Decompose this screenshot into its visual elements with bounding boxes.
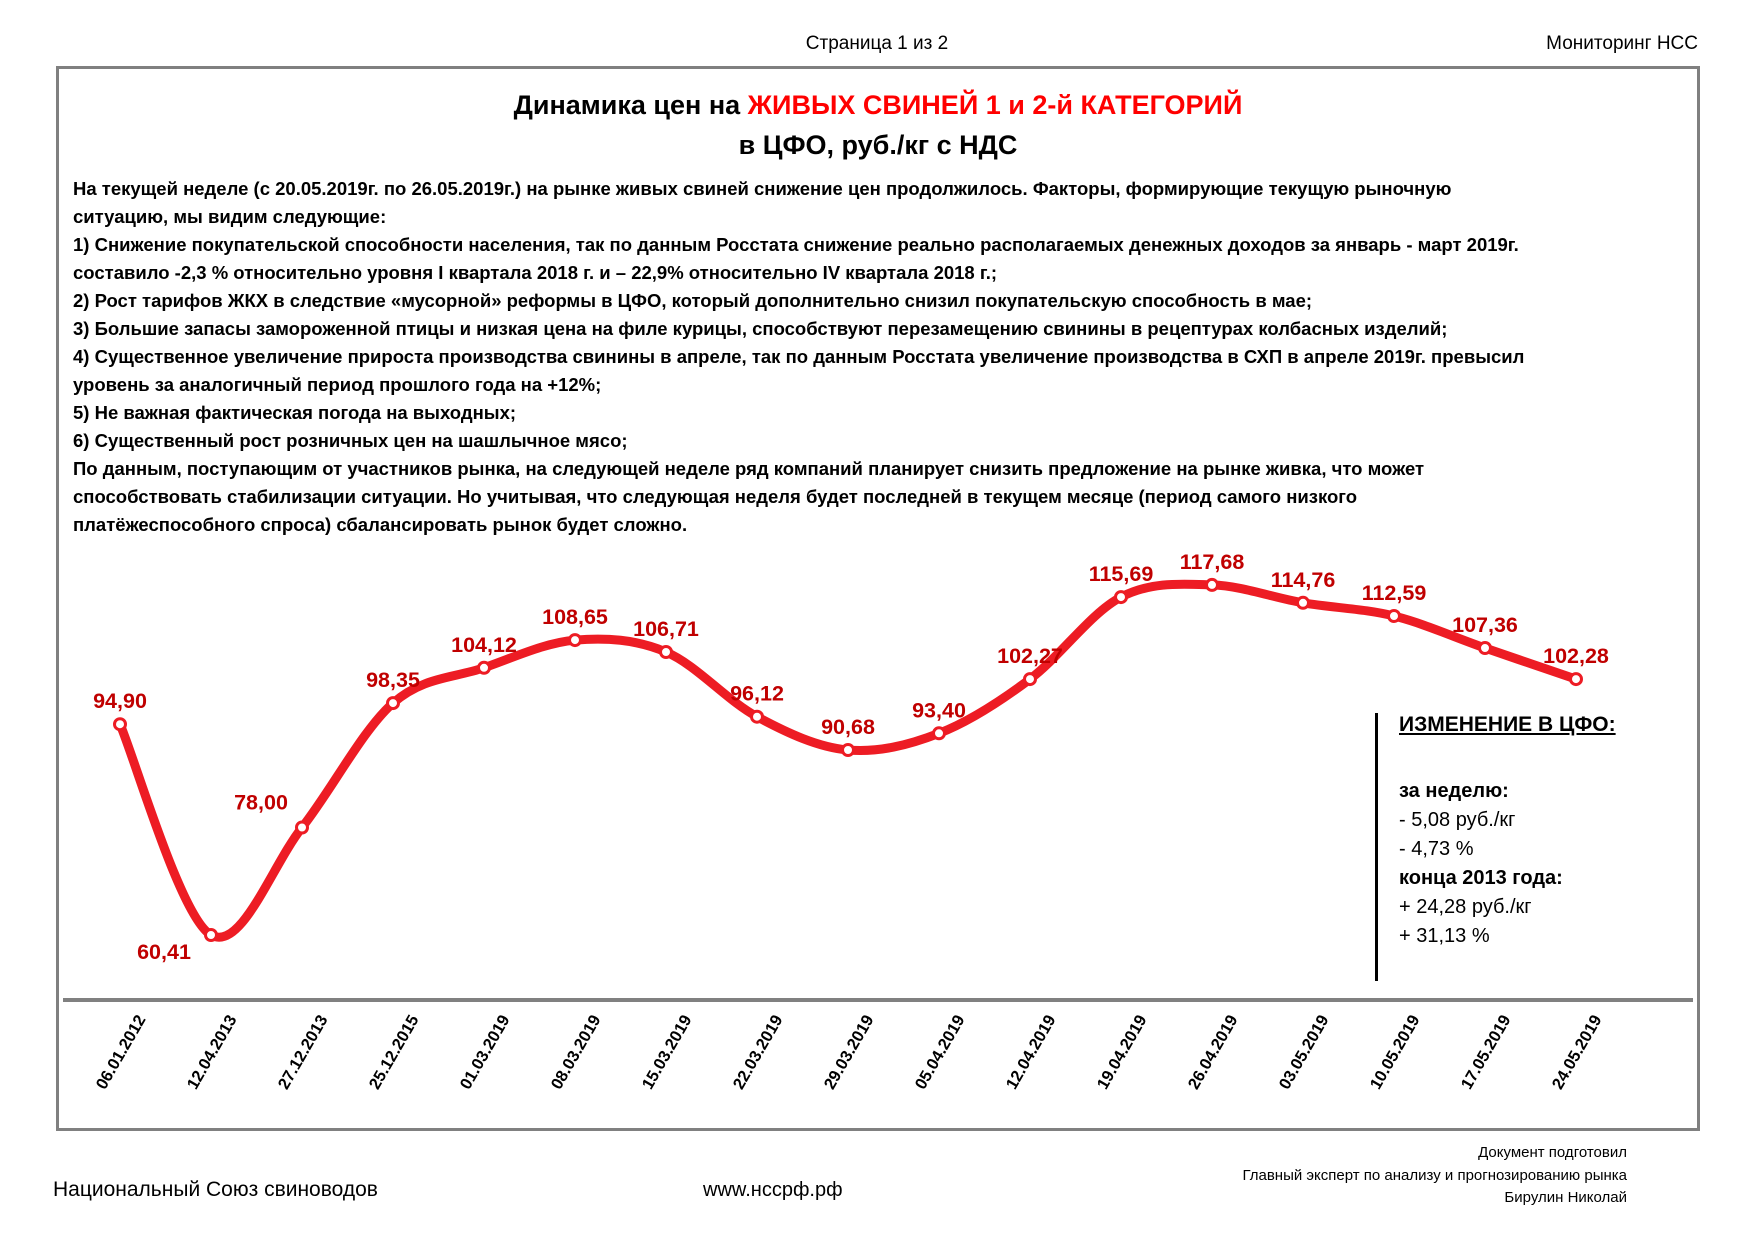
monitoring-label: Мониторинг НСС bbox=[1546, 33, 1698, 54]
x-axis-label: 08.03.2019 bbox=[547, 1012, 605, 1093]
page-indicator: Страница 1 из 2 bbox=[805, 33, 949, 54]
x-axis-label: 12.04.2013 bbox=[183, 1012, 241, 1093]
data-point-marker bbox=[843, 745, 854, 756]
x-axis-label: 24.05.2019 bbox=[1548, 1012, 1606, 1093]
footer-prepared-line3: Бирулин Николай bbox=[1504, 1189, 1627, 1206]
commentary-line: 1) Снижение покупательской способности населения, так по данным Росстата снижение реально располагаемых денежных доходов за январь - март 2019г. bbox=[73, 234, 1519, 255]
data-point-label: 93,40 bbox=[912, 698, 966, 723]
data-point-marker bbox=[934, 728, 945, 739]
data-point-label: 106,71 bbox=[633, 617, 699, 641]
commentary-line: 5) Не важная фактическая погода на выходных; bbox=[73, 402, 517, 423]
commentary-line: уровень за аналогичный период прошлого года на +12%; bbox=[73, 374, 602, 395]
data-point-label: 104,12 bbox=[451, 632, 517, 657]
commentary-line: способствовать стабилизации ситуации. Но учитывая, что следующая неделя будет последней в текущем месяце (период самого низкого bbox=[73, 486, 1358, 507]
x-axis-label: 27.12.2013 bbox=[274, 1012, 332, 1093]
footer-prepared-line1: Документ подготовил bbox=[1478, 1144, 1627, 1161]
commentary-line: ситуацию, мы видим следующие: bbox=[73, 206, 387, 227]
data-point-label: 60,41 bbox=[137, 940, 191, 964]
x-axis-label: 06.01.2012 bbox=[92, 1012, 150, 1093]
x-axis-label: 10.05.2019 bbox=[1366, 1012, 1424, 1093]
chart-title-highlight: ЖИВЫХ СВИНЕЙ 1 и 2-й КАТЕГОРИЙ bbox=[747, 90, 1243, 120]
data-point-marker bbox=[206, 930, 217, 941]
footer-organization: Национальный Союз свиноводов bbox=[53, 1178, 378, 1201]
data-point-label: 94,90 bbox=[93, 689, 147, 714]
data-point-label: 112,59 bbox=[1361, 581, 1427, 605]
x-axis-label: 01.03.2019 bbox=[456, 1012, 514, 1093]
commentary-line: 6) Существенный рост розничных цен на шашлычное мясо; bbox=[73, 430, 628, 451]
data-point-marker bbox=[115, 719, 126, 730]
change-box-title: ИЗМЕНЕНИЕ В ЦФО: bbox=[1399, 713, 1616, 736]
chart-title-prefix: Динамика цен на bbox=[513, 90, 748, 120]
change-summary-box bbox=[1375, 713, 1616, 981]
x-axis-label: 19.04.2019 bbox=[1093, 1012, 1151, 1093]
data-point-marker bbox=[752, 711, 763, 722]
report-box bbox=[56, 66, 1700, 1131]
footer-website: www.нссрф.рф bbox=[703, 1179, 843, 1201]
commentary-line: платёжеспособного спроса) сбалансировать рынок будет сложно. bbox=[73, 514, 688, 535]
data-point-label: 90,68 bbox=[821, 715, 875, 739]
x-axis-label: 15.03.2019 bbox=[638, 1012, 696, 1093]
x-axis-label: 26.04.2019 bbox=[1184, 1012, 1242, 1093]
data-point-label: 96,12 bbox=[730, 681, 784, 706]
data-point-label: 98,35 bbox=[366, 668, 420, 693]
change-since-label: конца 2013 года: bbox=[1399, 867, 1563, 889]
footer-prepared-line2: Главный эксперт по анализу и прогнозированию рынка bbox=[1242, 1166, 1627, 1184]
data-point-marker bbox=[1571, 674, 1582, 685]
change-week-label: за неделю: bbox=[1399, 780, 1509, 802]
x-axis-label: 17.05.2019 bbox=[1457, 1012, 1515, 1093]
data-point-marker bbox=[297, 822, 308, 833]
x-axis-label: 29.03.2019 bbox=[820, 1012, 878, 1093]
commentary-line: составило -2,3 % относительно уровня I квартала 2018 г. и – 22,9% относительно IV квартала 2018 г.; bbox=[73, 262, 998, 283]
data-point-marker bbox=[570, 635, 581, 646]
x-axis-label: 12.04.2019 bbox=[1002, 1012, 1060, 1093]
data-point-label: 78,00 bbox=[234, 790, 288, 815]
data-point-label: 102,28 bbox=[1543, 644, 1609, 669]
data-point-marker bbox=[1207, 579, 1218, 590]
data-point-marker bbox=[1025, 674, 1036, 685]
change-week-pct: - 4,73 % bbox=[1399, 838, 1474, 860]
data-point-marker bbox=[661, 647, 672, 658]
data-point-label: 115,69 bbox=[1088, 562, 1154, 587]
data-point-marker bbox=[1389, 611, 1400, 622]
data-point-marker bbox=[1116, 592, 1127, 603]
x-axis-label: 22.03.2019 bbox=[729, 1012, 787, 1093]
change-since-pct: + 31,13 % bbox=[1399, 925, 1490, 947]
x-axis-label: 03.05.2019 bbox=[1275, 1012, 1333, 1093]
commentary-line: 3) Большие запасы замороженной птицы и низкая цена на филе курицы, способствуют перезамещению свинины в рецептурах колбасных изделий; bbox=[73, 318, 1448, 339]
change-since-rub: + 24,28 руб./кг bbox=[1399, 896, 1532, 918]
chart-title-subtitle: в ЦФО, руб./кг с НДС bbox=[738, 130, 1018, 160]
footer-prepared-by bbox=[1242, 1142, 1627, 1210]
data-point-label: 114,76 bbox=[1270, 567, 1336, 592]
data-point-label: 117,68 bbox=[1179, 549, 1245, 574]
data-point-marker bbox=[1298, 597, 1309, 608]
commentary-line: 4) Существенное увеличение прироста производства свинины в апреле, так по данным Росстата увеличение производства в СХП в апреле 2019г. превысил bbox=[73, 346, 1525, 367]
change-week-rub: - 5,08 руб./кг bbox=[1399, 809, 1516, 831]
data-point-label: 107,36 bbox=[1452, 613, 1518, 637]
x-axis-label: 05.04.2019 bbox=[911, 1012, 969, 1093]
data-point-label: 108,65 bbox=[542, 605, 608, 630]
data-point-label: 102,27 bbox=[997, 644, 1063, 669]
commentary-line: На текущей неделе (с 20.05.2019г. по 26.05.2019г.) на рынке живых свиней снижение цен продолжилось. Факторы, формирующие текущую рыночную bbox=[73, 178, 1452, 199]
data-point-marker bbox=[388, 698, 399, 709]
data-point-marker bbox=[479, 662, 490, 673]
price-series-line bbox=[120, 584, 1576, 937]
x-axis-label: 25.12.2015 bbox=[365, 1012, 423, 1093]
commentary-line: По данным, поступающим от участников рынка, на следующей неделе ряд компаний планирует снизить предложение на рынке живка, что может bbox=[73, 458, 1425, 479]
commentary-line: 2) Рост тарифов ЖКХ в следствие «мусорной» реформы в ЦФО, который дополнительно снизил покупательскую способность в мае; bbox=[73, 290, 1313, 311]
data-point-marker bbox=[1480, 643, 1491, 654]
